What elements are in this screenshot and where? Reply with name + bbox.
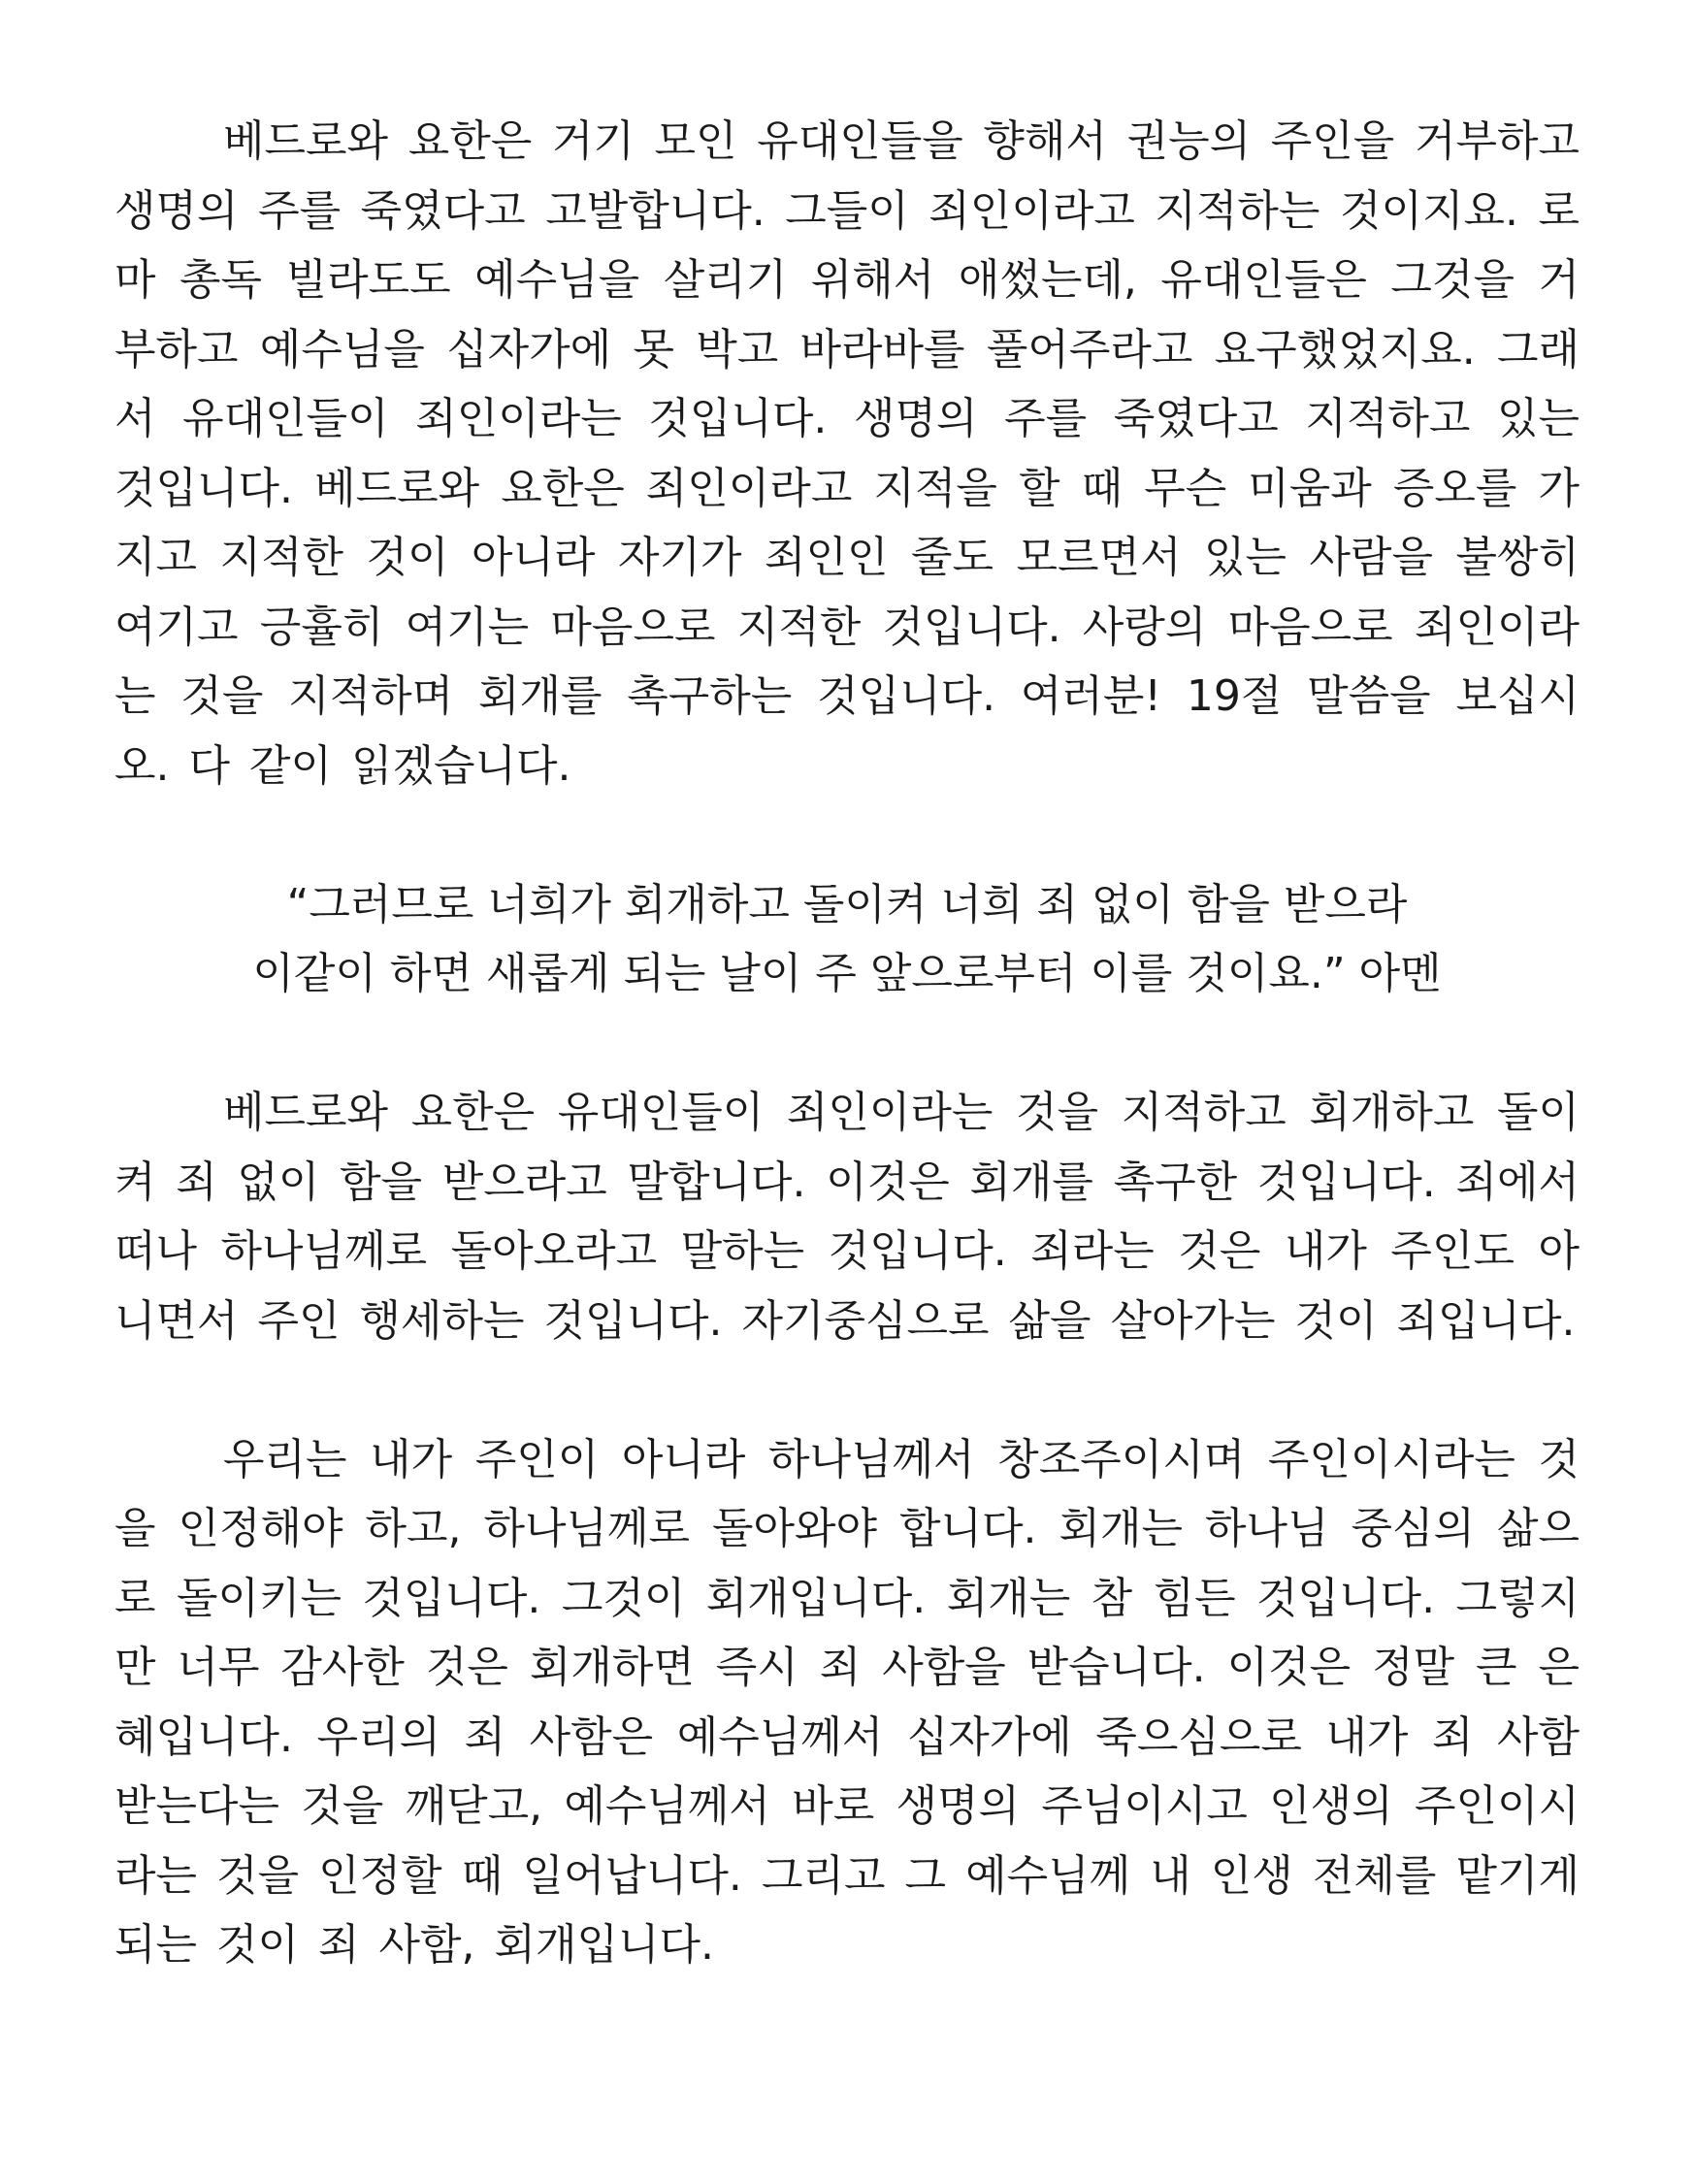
paragraph-2: 베드로와 요한은 유대인들이 죄인이라는 것을 지적하고 회개하고 돌이켜 죄 없이 함을 받으라고 말합니다. 이것은 회개를 촉구한 것입니다. 죄에서 떠나 하나님께로 돌아오라고 말하는 것입니다. 죄라는 것은 내가 주인도 아니면서 주인 행세하는 것입니다. 자기중심으로 삶을 살아가는 것이 죄입니다. — [114, 1088, 1580, 1346]
paragraph-1: 베드로와 요한은 거기 모인 유대인들을 향해서 권능의 주인을 거부하고 생명의 주를 죽였다고 고발합니다. 그들이 죄인이라고 지적하는 것이지요. 로마 총독 빌라도도 예수님을 살리기 위해서 애썼는데, 유대인들은 그것을 거부하고 예수님을 십자가에 못 박고 바라바를 풀어주라고 요구했었지요. 그래서 유대인들이 죄인이라는 것입니다. 생명의 주를 죽였다고 지적하고 있는 것입니다. 베드로와 요한은 죄인이라고 지적을 할 때 무슨 미움과 증오를 가지고 지적한 것이 아니라 자기가 죄인인 줄도 모르면서 있는 사람을 불쌍히 여기고 긍휼히 여기는 마음으로 지적한 것입니다. 사랑의 마음으로 죄인이라는 것을 지적하며 회개를 촉구하는 것입니다. 여러분! 19절 말씀을 보십시오. 다 같이 읽겠습니다. — [114, 116, 1580, 791]
quote-line-1: “그러므로 너희가 회개하고 돌이켜 너희 죄 없이 함을 받으라 — [286, 879, 1408, 929]
quote-line-2: 이같이 하면 새롭게 되는 날이 주 앞으로부터 이를 것이요.” 아멘 — [252, 949, 1442, 998]
paragraph-3: 우리는 내가 주인이 아니라 하나님께서 창조주이시며 주인이시라는 것을 인정해야 하고, 하나님께로 돌아와야 합니다. 회개는 하나님 중심의 삶으로 돌이키는 것입니다. 그것이 회개입니다. 회개는 참 힘든 것입니다. 그렇지만 너무 감사한 것은 회개하면 즉시 죄 사함을 받습니다. 이것은 정말 큰 은혜입니다. 우리의 죄 사함은 예수님께서 십자가에 죽으심으로 내가 죄 사함 받는다는 것을 깨닫고, 예수님께서 바로 생명의 주님이시고 인생의 주인이시라는 것을 인정할 때 일어납니다. 그리고 그 예수님께 내 인생 전체를 맡기게 되는 것이 죄 사함, 회개입니다. — [114, 1434, 1580, 1970]
scripture-quote — [114, 870, 1580, 1009]
document-page — [114, 107, 1580, 1980]
